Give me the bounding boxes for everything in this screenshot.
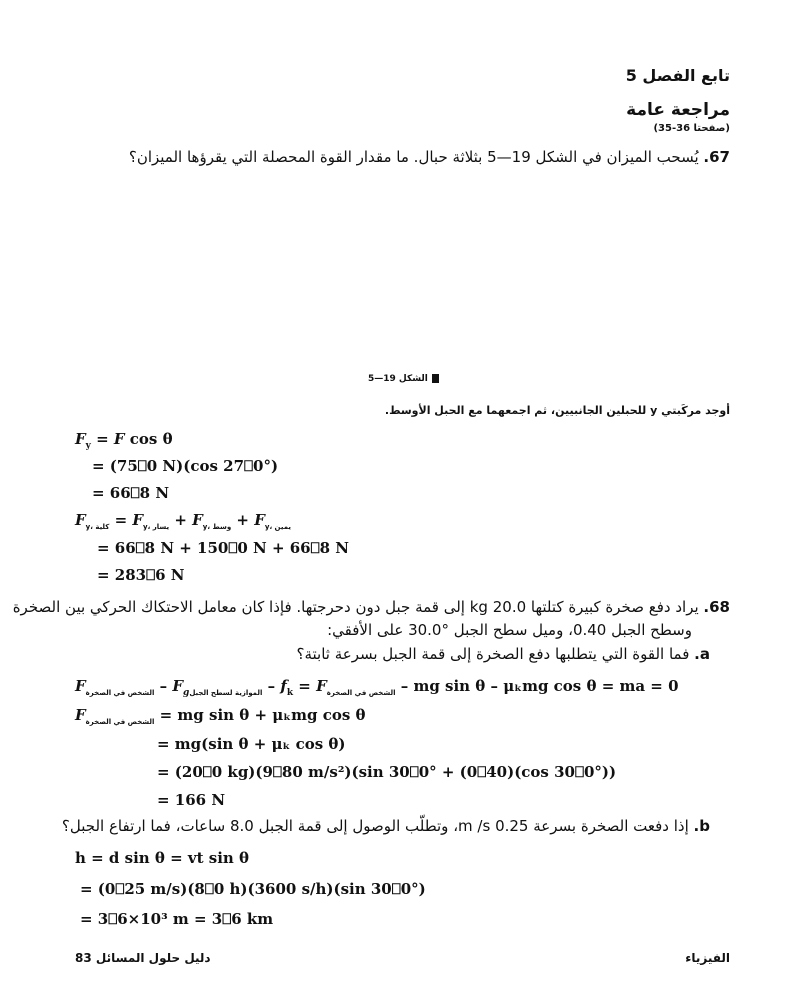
eq-line: $F_{الشخص في الصخرة} - F_{gالموازية لسطح الجبل} - f_k = F_{الشخص في الصخرة}$ – mg sin θ – μₖmg cos θ = ma = 0 [75, 677, 679, 698]
section-title: مراجعة عامة [626, 100, 730, 120]
footer-subject: الفيزياء [685, 951, 730, 965]
part-label: a. [694, 645, 710, 663]
figure-area [75, 190, 725, 360]
caption-square-icon [432, 374, 439, 383]
eq-line: = (20⎕0 kg)(9⎕80 m/s²)(sin 30⎕0° + (0⎕40)(cos 30⎕0°)) [157, 763, 617, 781]
part-label: b. [693, 817, 710, 835]
hint-text: أوجد مركَبتي y للحبلين الجانبيين، ثم اجمعهما مع الحبل الأوسط. [384, 404, 730, 417]
question-67 [129, 148, 730, 166]
question-text: يراد دفع صخرة كبيرة كتلتها 20.0 kg إلى قمة جبل دون دحرجتها. فإذا كان معامل الاحتكاك الحركي بين الصخرة [12, 598, 699, 616]
eq-line: $F_y = F$ cos θ [75, 430, 173, 451]
question-number: 68. [703, 598, 730, 616]
eq-line: = (0⎕25 m/s)(8⎕0 h)(3600 s/h)(sin 30⎕0°) [80, 880, 426, 898]
eq-line: = 166 N [157, 791, 226, 809]
eq-line: = mg(sin θ + μₖ cos θ) [157, 735, 346, 753]
question-68b: b. إذا دفعت الصخرة بسرعة 0.25 m /s، وتطلّب الوصول إلى قمة الجبل 8.0 ساعات، فما ارتفاع الجبل؟ [61, 817, 710, 835]
question-number: 67. [703, 148, 730, 166]
question-68-line2: وسطح الجبل 0.40، وميل سطح الجبل °30.0 على الأفقي: [327, 621, 692, 639]
question-68a: a. فما القوة التي يتطلبها دفع الصخرة إلى قمة الجبل بسرعة ثابتة؟ [296, 645, 710, 663]
question-text: يُسحب الميزان في الشكل 19—5 بثلاثة حبال. ما مقدار القوة المحصلة التي يقرؤها الميزان؟ [128, 148, 699, 166]
footer-page: دليل حلول المسائل 83 [75, 951, 211, 965]
eq-line: $F_{y، كلية} = F_{y، يسار} + F_{y، وسط} + F_{y، يمين}$ [75, 511, 292, 531]
eq-line: = 66⎕8 N [92, 484, 170, 502]
eq-line: = 283⎕6 N [97, 566, 185, 584]
eq-line: = 3⎕6×10³ m = 3⎕6 km [80, 910, 274, 928]
chapter-title: تابع الفصل 5 [625, 66, 730, 85]
eq-line: h = d sin θ = vt sin θ [75, 849, 250, 867]
eq-line: = (75⎕0 N)(cos 27⎕0°) [92, 457, 279, 475]
figure-caption: الشكل 19—5 [368, 374, 439, 384]
eq-line: $F_{الشخص في الصخرة}$ = mg sin θ + μₖmg cos θ [75, 706, 366, 726]
eq-line: = 66⎕8 N + 150⎕0 N + 66⎕8 N [97, 539, 349, 557]
question-68 [13, 598, 730, 616]
page-range: (صفحتا 36-35) [653, 123, 730, 134]
